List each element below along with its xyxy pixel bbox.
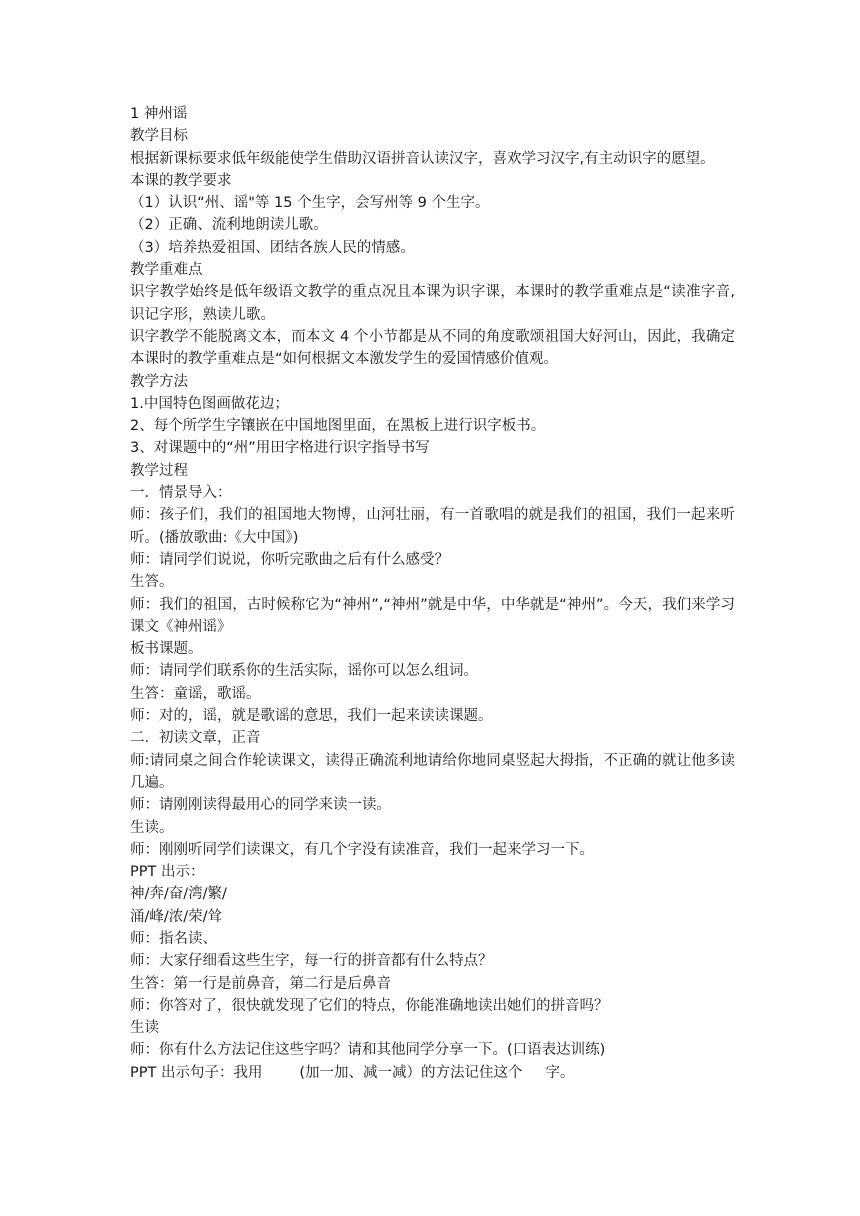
lesson-title: 1 神州谣: [130, 106, 188, 122]
document-page: [130, 103, 735, 1084]
dialogue-line: 师：指名读、: [130, 930, 217, 947]
dialogue-line: 师：请同学们说说，你听完歌曲之后有什么感受？: [130, 551, 449, 568]
dialogue-line: 师：你答对了，很快就发现了它们的特点，你能准确地读出她们的拼音吗？: [130, 997, 609, 1014]
dialogue-line: 师：我们的祖国，古时候称它为“神州”,“神州”就是中华，中华就是“神州”。今天，我们来学习课文《神州谣》: [130, 596, 735, 635]
list-item: 3、对课题中的“州”用田字格进行识字指导书写: [130, 440, 430, 457]
character-list: 神/奔/奋/湾/繁/: [130, 886, 227, 903]
dialogue-line: 师：孩子们，我们的祖国地大物博，山河壮丽，有一首歌唱的就是我们的祖国，我们一起来听听。(播放歌曲:《大中国》): [130, 507, 735, 546]
list-item: （1）认识“州、谣"等 15 个生字，会写州等 9 个生字。: [130, 195, 490, 212]
list-item: （2）正确、流利地朗读儿歌。: [130, 217, 328, 234]
paragraph: 根据新课标要求低年级能使学生借助汉语拼音认读汉字，喜欢学习汉字,有主动识字的愿望。: [130, 150, 715, 167]
dialogue-line: 生答：童谣，歌谣。: [130, 685, 261, 702]
dialogue-line: 生读: [130, 1020, 159, 1037]
character-list: 涌/峰/浓/荣/耸: [130, 908, 223, 925]
section-heading-key-points: 教学重难点: [130, 262, 203, 279]
list-item: 1.中国特色图画做花边；: [130, 395, 289, 412]
list-item: （3）培养热爱祖国、团结各族人民的情感。: [130, 239, 415, 256]
paragraph: 识字教学始终是低年级语文教学的重点况且本课为识字课，本课时的教学重难点是“读准字音,识记字形，熟读儿歌。: [130, 284, 735, 323]
subsection-heading: 一．情景导入：: [130, 485, 232, 502]
dialogue-line: 板书课题。: [130, 641, 203, 658]
dialogue-line: PPT 出示句子：我用 (加一加、减一减）的方法记住这个 字。: [130, 1064, 575, 1081]
dialogue-line: 师:请同桌之间合作轮读课文，读得正确流利地请给你地同桌竖起大拇指，不正确的就让他多读几遍。: [130, 752, 735, 791]
dialogue-line: 师：刚刚听同学们读课文，有几个字没有读准音，我们一起来学习一下。: [130, 841, 594, 858]
dialogue-line: 生答。: [130, 574, 174, 591]
dialogue-line: PPT 出示：: [130, 864, 205, 881]
section-heading-requirements: 本课的教学要求: [130, 172, 232, 189]
dialogue-line: 师：对的，谣，就是歌谣的意思，我们一起来读读课题。: [130, 708, 493, 725]
dialogue-line: 生读。: [130, 819, 174, 836]
section-heading-goals: 教学目标: [130, 128, 188, 145]
section-heading-methods: 教学方法: [130, 373, 188, 390]
paragraph: 识字教学不能脱离文本，而本文 4 个小节都是从不同的角度歌颂祖国大好河山，因此，我确定本课时的教学重难点是“如何根据文本激发学生的爱国情感价值观。: [130, 328, 735, 368]
dialogue-line: 师：请刚刚读得最用心的同学来读一读。: [130, 797, 391, 814]
section-heading-process: 教学过程: [130, 462, 188, 479]
list-item: 2、每个所学生字镶嵌在中国地图里面，在黑板上进行识字板书。: [130, 418, 546, 435]
dialogue-line: 师：大家仔细看这些生字，每一行的拼音都有什么特点？: [130, 953, 493, 970]
dialogue-line: 师：你有什么方法记住这些字吗？请和其他同学分享一下。(口语表达训练): [130, 1042, 606, 1059]
subsection-heading: 二．初读文章，正音: [130, 730, 261, 747]
dialogue-line: 生答：第一行是前鼻音，第二行是后鼻音: [130, 975, 391, 992]
dialogue-line: 师：请同学们联系你的生活实际，谣你可以怎么组词。: [130, 663, 478, 680]
